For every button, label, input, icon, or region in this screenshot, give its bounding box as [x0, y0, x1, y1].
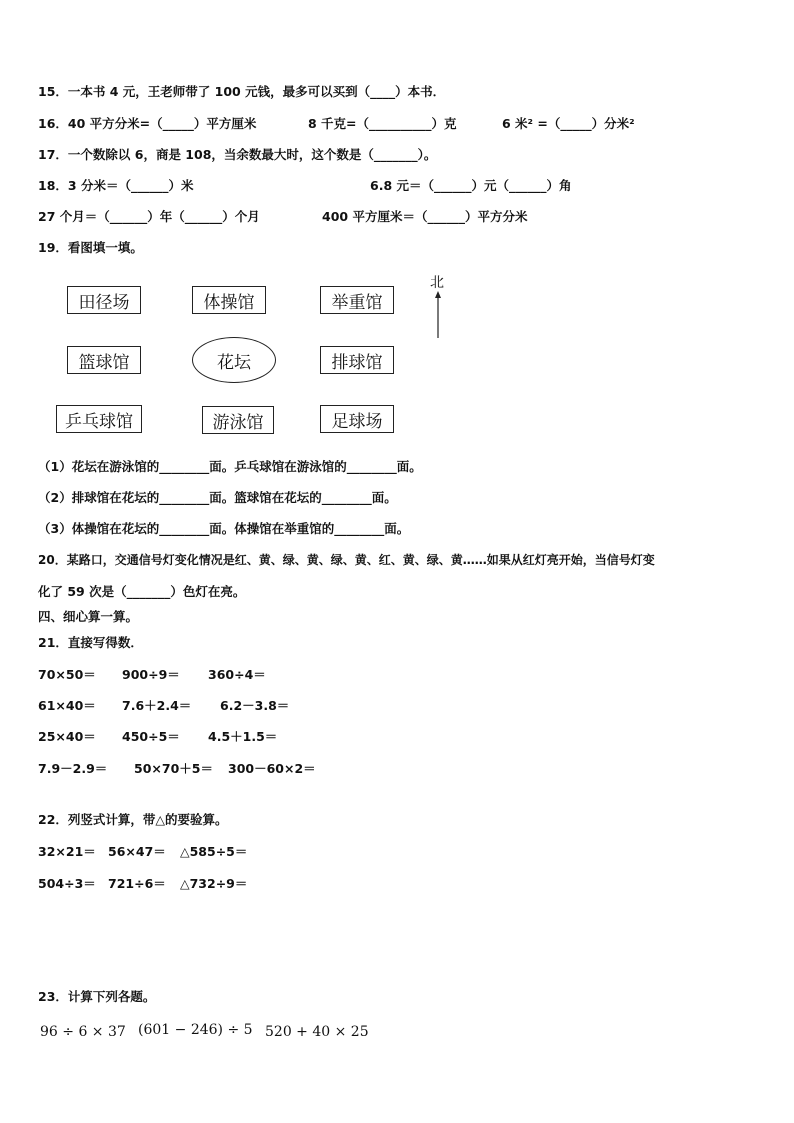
formula-2: (601 − 246) ÷ 5 [138, 1022, 253, 1038]
question-23: 23．计算下列各题。 [38, 989, 156, 1004]
question-16-part-b: 8 千克=（__________）克 [308, 116, 457, 131]
question-19-sub-1: （1）花坛在游泳馆的________面。乒乓球馆在游泳馆的________面。 [38, 459, 422, 474]
map-oval-huatan: 花坛 [192, 337, 276, 383]
map-box-pingpang: 乒乓球馆 [56, 405, 142, 433]
calc-r4-b: 50×70＋5＝ [134, 761, 213, 776]
question-18-part-a: 18．3 分米＝（______）米 [38, 178, 194, 193]
calc-r3-b: 450÷5＝ [122, 729, 180, 744]
question-21: 21．直接写得数． [38, 635, 143, 650]
question-20-line-2: 化了 59 次是（_______）色灯在亮。 [38, 584, 246, 599]
vertical-r1-c: △585÷5＝ [180, 844, 248, 859]
calc-r1-c: 360÷4＝ [208, 667, 266, 682]
question-18-part-c: 27 个月＝（______）年（______）个月 [38, 209, 260, 224]
section-4-heading: 四、细心算一算。 [38, 609, 139, 624]
vertical-r2-b: 721÷6＝ [108, 876, 166, 891]
vertical-r1-a: 32×21＝ [38, 844, 96, 859]
calc-r1-a: 70×50＝ [38, 667, 96, 682]
calc-r3-a: 25×40＝ [38, 729, 96, 744]
calc-r1-b: 900÷9＝ [122, 667, 180, 682]
formula-1: 96 ÷ 6 × 37 [40, 1024, 126, 1040]
question-18-part-b: 6.8 元＝（______）元（______）角 [370, 178, 572, 193]
question-15: 15．一本书 4 元，王老师带了 100 元钱，最多可以买到（____）本书． [38, 84, 446, 99]
map-box-lanqiu: 篮球馆 [67, 346, 141, 374]
vertical-r2-c: △732÷9＝ [180, 876, 248, 891]
question-18-part-d: 400 平方厘米＝（______）平方分米 [322, 209, 528, 224]
question-16-part-c: 6 米² =（_____）分米² [502, 116, 635, 131]
calc-r2-a: 61×40＝ [38, 698, 96, 713]
question-22: 22．列竖式计算，带△的要验算。 [38, 812, 228, 827]
question-17: 17．一个数除以 6，商是 108，当余数最大时，这个数是（_______）。 [38, 147, 437, 162]
formula-3: 520 + 40 × 25 [265, 1024, 369, 1040]
question-19-sub-2: （2）排球馆在花坛的________面。篮球馆在花坛的________面。 [38, 490, 397, 505]
question-19: 19．看图填一填。 [38, 240, 143, 255]
question-16-part-a: 16．40 平方分米=（_____）平方厘米 [38, 116, 257, 131]
calc-r2-b: 7.6＋2.4＝ [122, 698, 192, 713]
map-box-ticao: 体操馆 [192, 286, 266, 314]
calc-r3-c: 4.5＋1.5＝ [208, 729, 278, 744]
calc-r4-a: 7.9－2.9＝ [38, 761, 108, 776]
north-arrow-icon [430, 290, 446, 340]
north-label: 北 [430, 275, 444, 291]
map-box-tianjing: 田径场 [67, 286, 141, 314]
question-20-line-1: 20．某路口，交通信号灯变化情况是红、黄、绿、黄、绿、黄、红、黄、绿、黄……如果从红灯亮开始，当信号灯变 [38, 553, 655, 567]
question-19-sub-3: （3）体操馆在花坛的________面。体操馆在举重馆的________面。 [38, 521, 410, 536]
map-box-zuqiu: 足球场 [320, 405, 394, 433]
vertical-r1-b: 56×47＝ [108, 844, 166, 859]
map-box-youyong: 游泳馆 [202, 406, 274, 434]
calc-r2-c: 6.2－3.8＝ [220, 698, 290, 713]
map-box-juzhong: 举重馆 [320, 286, 394, 314]
vertical-r2-a: 504÷3＝ [38, 876, 96, 891]
calc-r4-c: 300－60×2＝ [228, 761, 316, 776]
map-box-paiqiu: 排球馆 [320, 346, 394, 374]
